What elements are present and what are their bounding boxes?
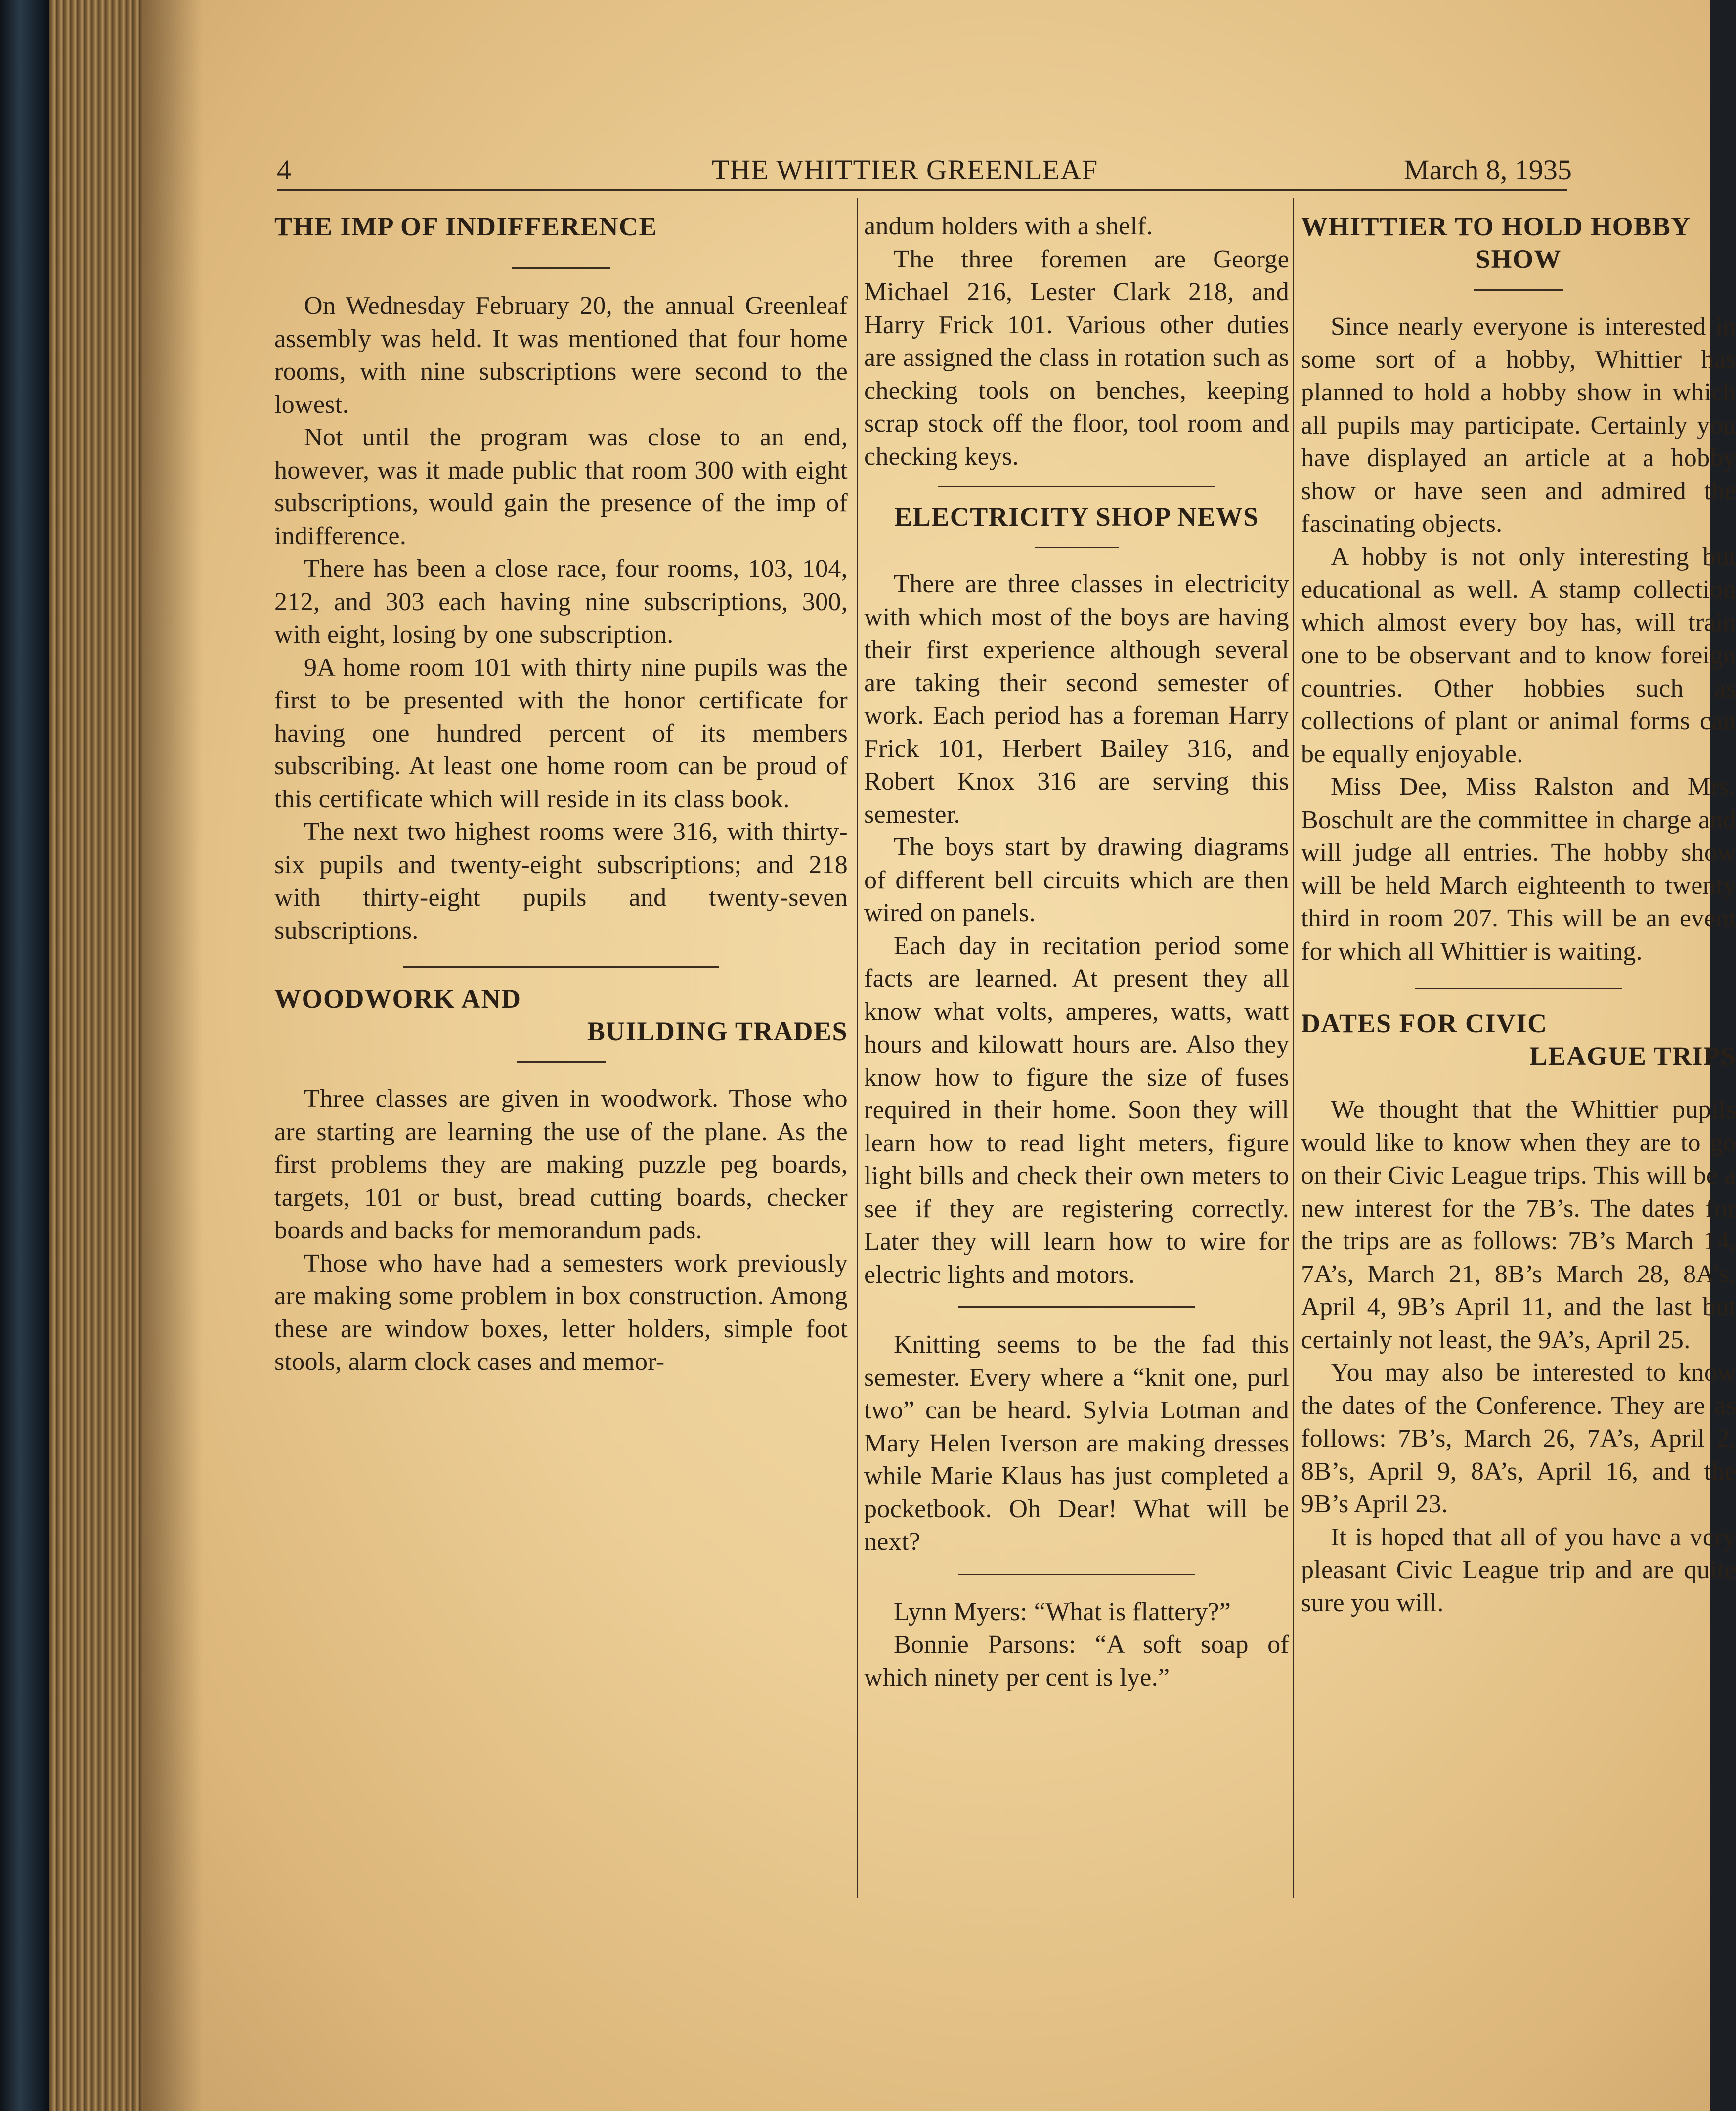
- headline-line-2: SHOW: [1475, 244, 1562, 274]
- paragraph: There has been a close race, four rooms, 103, 104, 212, and 303 each having nine subscriptions, 300, with eight, losing by one subscription.: [274, 555, 848, 649]
- article-divider: [958, 1306, 1195, 1308]
- page-edges: [49, 0, 143, 2111]
- paragraph: There are three classes in electricity with which most of the boys are having their first experience although several are taking their second semester of work. Each period has a foreman Harry Frick 101, Herbert Bailey 316, and Robert Knox 316 are serving this semester.: [864, 570, 1289, 829]
- paragraph: Not until the program was close to an end, however, was it made public that room 300 with eight subscriptions, would gain the presence of the imp of indifference.: [274, 423, 848, 550]
- article-imp-of-indifference: [274, 210, 848, 947]
- paragraph: You may also be interested to know the dates of the Conference. They are as follows: 7B’s, March 26, 7A’s, April 2, 8B’s, April 9, 8A’s, April 16, and the 9B’s April 23.: [1301, 1359, 1736, 1518]
- column-rule-1: [857, 198, 858, 1898]
- paragraph: On Wednesday February 20, the annual Greenleaf assembly was held. It was mentioned that four home rooms, with nine subscriptions were second to the lowest.: [274, 292, 848, 419]
- headline-rule: [517, 1061, 606, 1063]
- headline-line-1: DATES FOR CIVIC: [1301, 1009, 1548, 1038]
- article-hobby-show: [1301, 210, 1736, 968]
- headline-line-1: WOODWORK AND: [274, 984, 521, 1013]
- article-civic-league-trips: [1301, 1007, 1736, 1620]
- continued-text: andum holders with a shelf.: [864, 212, 1153, 240]
- paragraph: Those who have had a semesters work previously are making some problem in box construction. Among these are window boxes, letter holders, simple foot stools, alarm clock cases and memor-: [274, 1249, 848, 1376]
- gutter-shadow: [143, 0, 203, 2111]
- header-rule: [277, 189, 1567, 191]
- column-rule-2: [1293, 198, 1294, 1898]
- article-divider: [403, 966, 719, 968]
- issue-date: March 8, 1935: [1404, 154, 1572, 186]
- paragraph: 9A home room 101 with thirty nine pupils was the first to be presented with the honor certificate for having one hundred percent of its members subscribing. At least one home room can be proud of this certificate which will reside in its class book.: [274, 653, 848, 813]
- paragraph: Each day in recitation period some facts are learned. At present they all know what volts, amperes, watts, watt hours and kilowatt hours are. Also they know how to figure the size of fuses required in their home. Soon they will learn how to read light meters, figure light bills and check their own meters to see if they are registering correctly. Later they will learn how to wire for electric lights and motors.: [864, 931, 1289, 1289]
- book-spine: [0, 0, 49, 2111]
- article-electricity-shop: [864, 500, 1289, 1291]
- paragraph: Miss Dee, Miss Ralston and Mrs. Boschult are the committee in charge and will judge all entries. The hobby show will be held March eighteenth to twenty third in room 207. This will be an event for which all Whittier is waiting.: [1301, 773, 1736, 966]
- joke-question: Lynn Myers: “What is flattery?”: [894, 1597, 1231, 1626]
- headline-rule: [512, 267, 610, 269]
- headline-line-1: WHITTIER TO HOLD HOBBY: [1301, 212, 1691, 241]
- article-divider: [938, 486, 1215, 487]
- paragraph: The three foremen are George Michael 216, Lester Clark 218, and Harry Frick 101. Various other duties are assigned the class in rotation such as checking tools on benches, keeping scrap stock off the floor, tool room and checking keys.: [864, 245, 1289, 471]
- headline: ELECTRICITY SHOP NEWS: [894, 502, 1259, 531]
- headline-rule: [1035, 547, 1119, 548]
- paragraph: The next two highest rooms were 316, with thirty-six pupils and twenty-eight subscriptions; and 218 with thirty-eight pupils and twenty-seven subscriptions.: [274, 818, 848, 945]
- paragraph: The boys start by drawing diagrams of different bell circuits which are then wired on panels.: [864, 833, 1289, 927]
- column-3: [1301, 210, 1736, 1620]
- article-divider: [958, 1574, 1195, 1575]
- paragraph: It is hoped that all of you have a very pleasant Civic League trip and are quite sure you will.: [1301, 1523, 1736, 1617]
- headline-rule: [1474, 289, 1563, 291]
- headline-line-2: LEAGUE TRIPS: [1529, 1041, 1736, 1071]
- paragraph: We thought that the Whittier pupils would like to know when they are to go on their Civic League trips. This will be a new interest for the 7B’s. The dates for the trips are as follows: 7B’s March 14, 7A’s, March 21, 8B’s March 28, 8A’s, April 4, 9B’s April 11, and the last but certainly not least, the 9A’s, April 25.: [1301, 1096, 1736, 1354]
- headline: THE IMP OF INDIFFERENCE: [274, 212, 658, 241]
- column-2: [864, 210, 1289, 1694]
- article-divider: [1415, 988, 1622, 989]
- knitting-paragraph: Knitting seems to be the fad this semester. Every where a “knit one, purl two” can be heard. Sylvia Lotman and Mary Helen Iverson are making dresses while Marie Klaus has just completed a pocketbook. Oh Dear! What will be next?: [864, 1330, 1289, 1556]
- headline-line-2: BUILDING TRADES: [587, 1016, 848, 1046]
- paragraph: A hobby is not only interesting but educational as well. A stamp collection which almost every boy has, will train one to be observant and to know foreign countries. Other hobbies such as collections of plant or animal forms can be equally enjoyable.: [1301, 542, 1736, 768]
- paragraph: Three classes are given in woodwork. Those who are starting are learning the use of the plane. As the first problems they are making puzzle peg boards, targets, 101 or bust, bread cutting boards, checker boards and backs for memorandum pads.: [274, 1085, 848, 1244]
- page-number: 4: [277, 154, 291, 186]
- column-1: [274, 210, 848, 1379]
- article-woodwork: [274, 982, 848, 1379]
- joke-answer: Bonnie Parsons: “A soft soap of which ninety per cent is lye.”: [864, 1630, 1289, 1692]
- paragraph: Since nearly everyone is interested in some sort of a hobby, Whittier has planned to hold a hobby show in which all pupils may participate. Certainly you have displayed an article at a hobby show or have seen and admired the fascinating objects.: [1301, 312, 1736, 538]
- masthead-title: THE WHITTIER GREENLEAF: [712, 154, 1098, 186]
